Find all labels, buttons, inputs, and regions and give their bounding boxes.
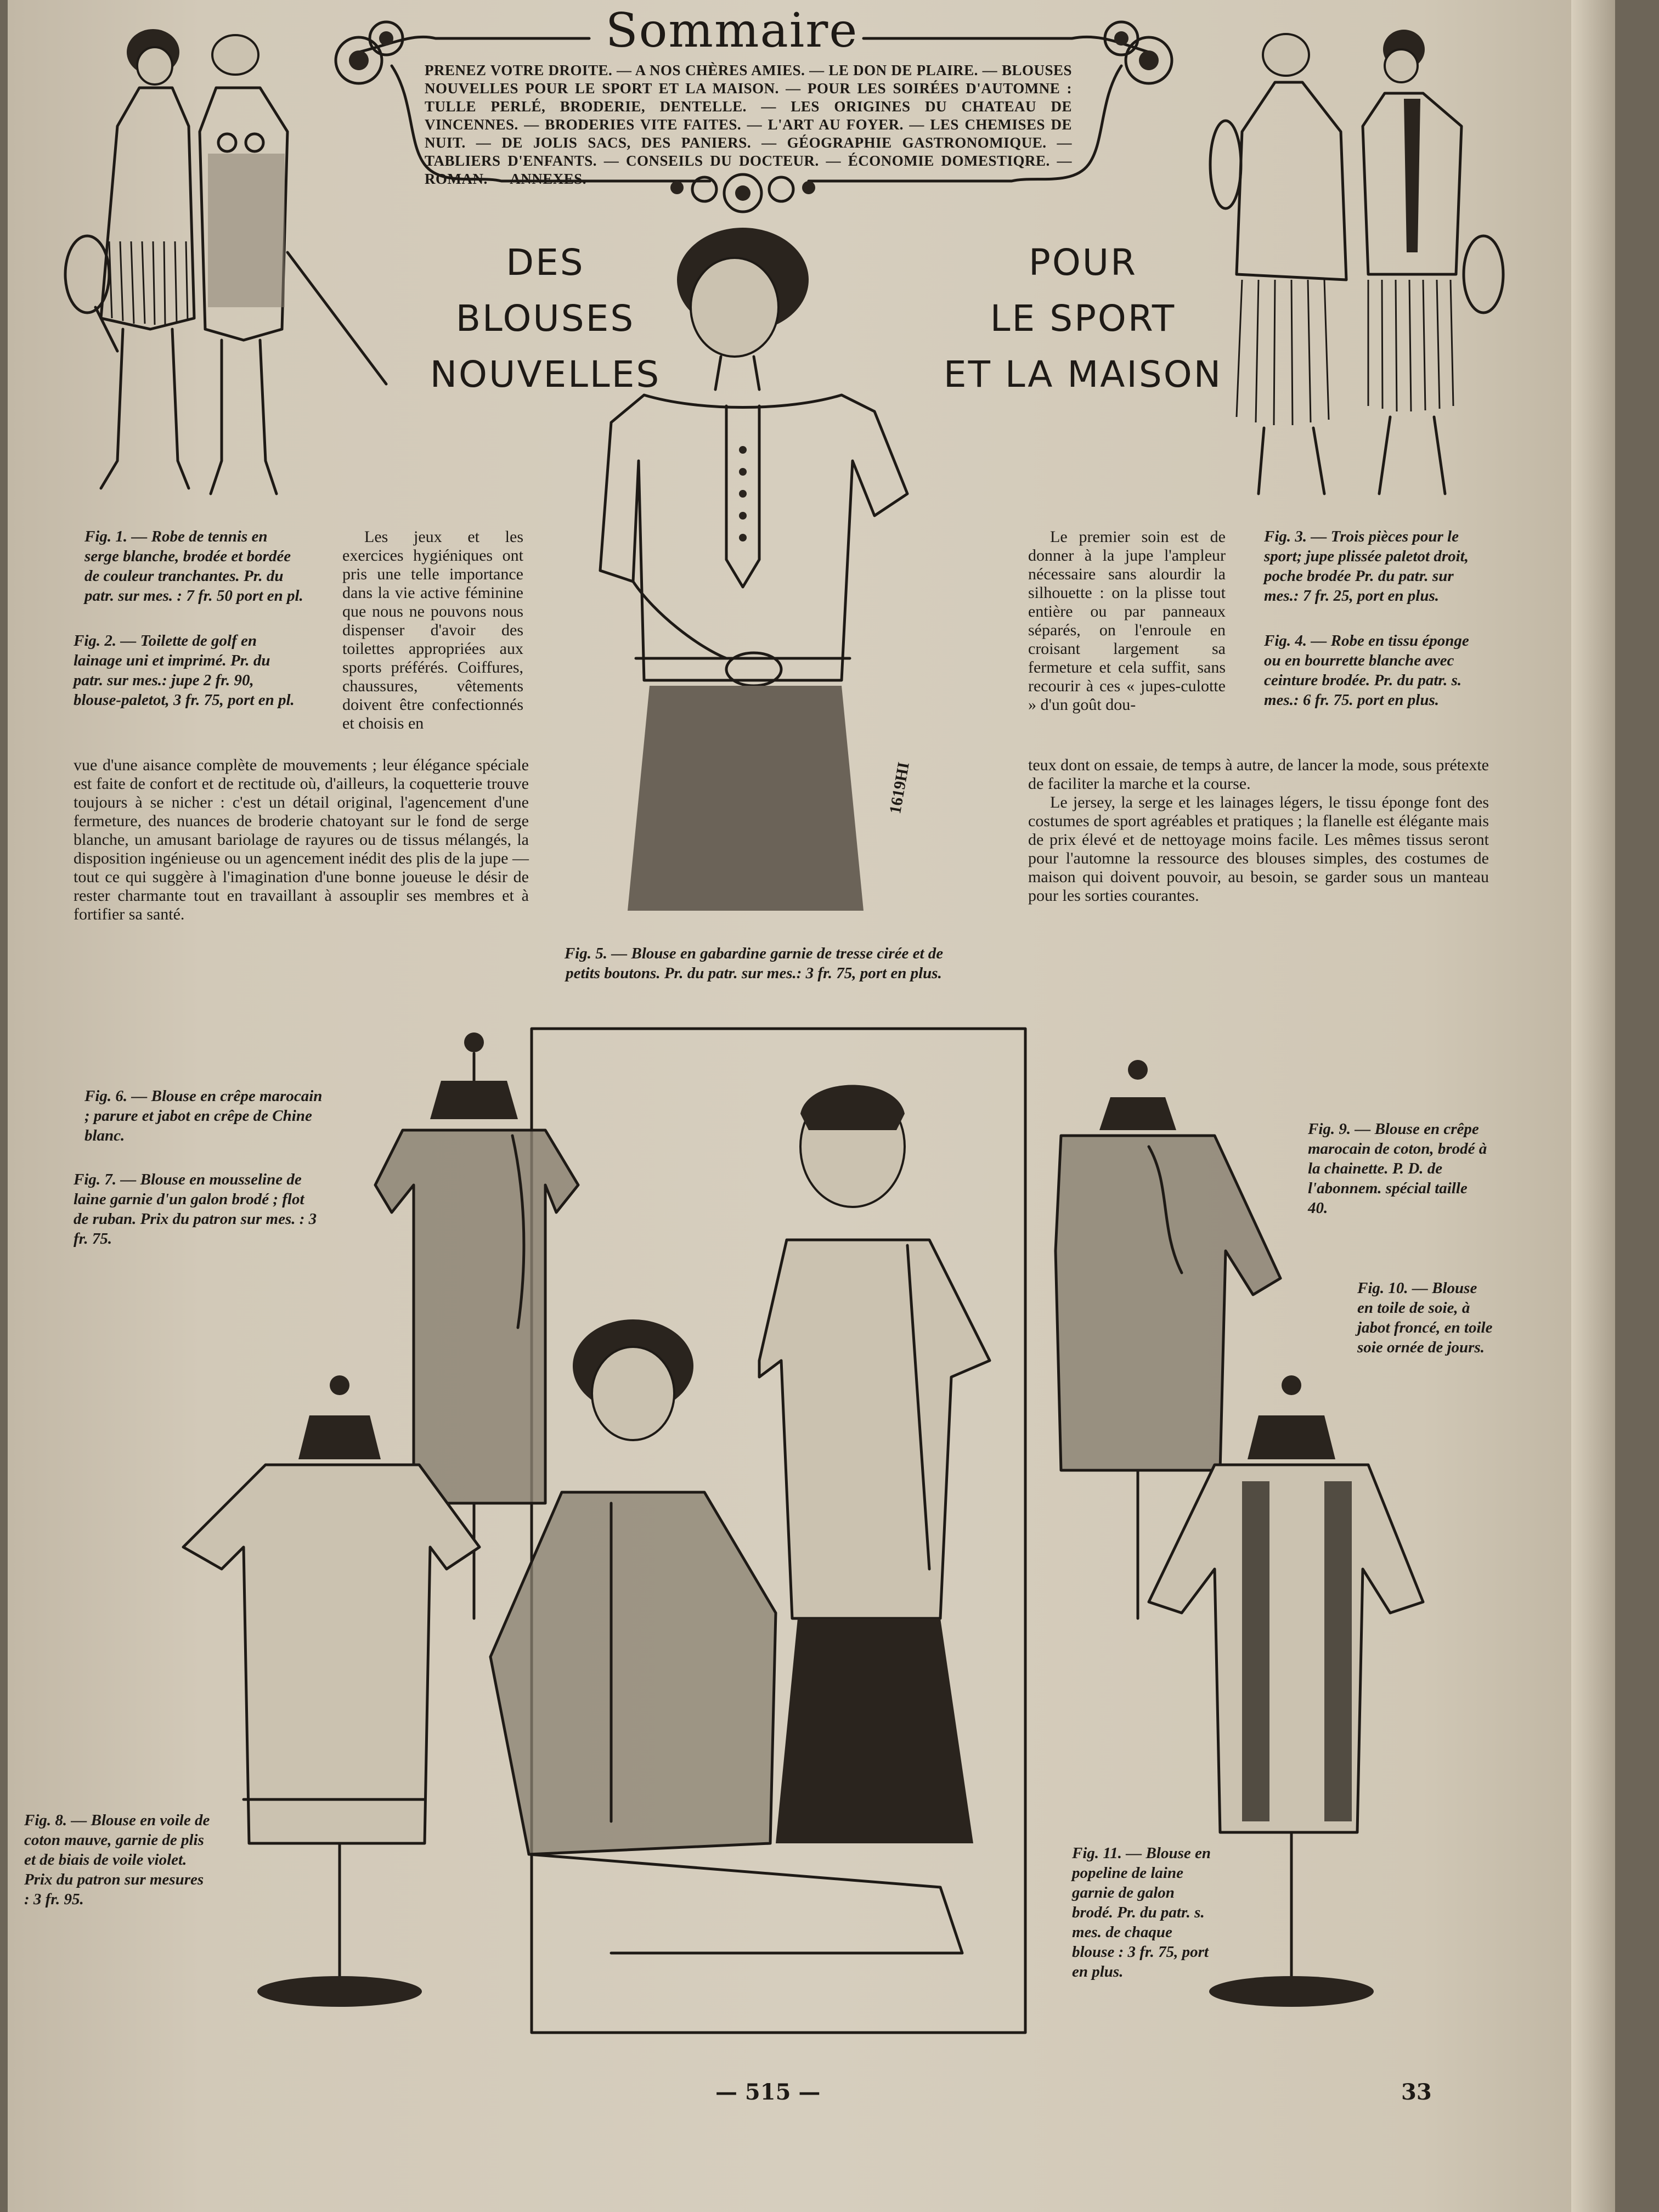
caption-fig-6: Fig. 6. — Blouse en crêpe marocain ; parure et jabot en crêpe de Chine blanc. <box>84 1087 323 1144</box>
page-number-center: — 515 — <box>715 2079 821 2105</box>
article-left-wide-text: vue d'une aisance complète de mouvements ; leur élégance spéciale est faite de confort et de rectitude où, d'ailleurs, la coquetterie trouve toujours à se nicher : c'est un détail original, l'agencement d'une fermeture, des nuances de broderie chatoyant sur le fond de serge blanche, un amusant bariolage de rayures ou de tissus mélangés, la disposition ingénieuse ou un agencement inédit des plis de la jupe — tout ce qui suggère à l'imagination d'une bonne joueuse le désir de rester charmante tout en travaillant à assouplir ses membres et à fortifier sa santé. <box>74 756 529 923</box>
article-left-column-text: Les jeux et les exercices hygiéniques ont pris une telle importance dans la vie active féminine que nous ne pouvons nous dispenser d'avoir des toilettes appropriées aux sports préférés. Coiffures, chaussures, vêtements doivent être confectionnés et choisis en <box>342 528 523 732</box>
caption-fig-9: Fig. 9. — Blouse en crêpe marocain de coton, brodé à la chainette. P. D. de l'abonnem. spécial taille 40. <box>1308 1120 1487 1217</box>
article-right-wide <box>1028 756 1489 905</box>
headline-left-line-1: DES <box>506 241 585 284</box>
headline-right-line-1: POUR <box>1029 241 1137 284</box>
article-left-column <box>342 528 523 733</box>
caption-fig-8: Fig. 8. — Blouse en voile de coton mauve, garnie de plis et de biais de voile violet. Prix du patron sur mesures : 3 fr. 95. <box>24 1812 210 1908</box>
caption-fig-2: Fig. 2. — Toilette de golf en lainage uni et imprimé. Pr. du patr. sur mes.: jupe 2 fr. 90, blouse-paletot, 3 fr. 75, port en pl. <box>74 632 295 709</box>
headline-right-line-2: LE SPORT <box>990 297 1176 340</box>
caption-fig-10: Fig. 10. — Blouse en toile de soie, à jabot froncé, en toile soie ornée de jours. <box>1357 1279 1493 1356</box>
sommaire-title: Sommaire <box>605 3 859 58</box>
caption-fig-11: Fig. 11. — Blouse en popeline de laine garnie de galon brodé. Pr. du patr. s. mes. de chaque blouse : 3 fr. 75, port en plus. <box>1072 1844 1211 1980</box>
magazine-page <box>8 0 1615 2212</box>
headline-right <box>935 235 1231 403</box>
caption-fig-1: Fig. 1. — Robe de tennis en serge blanche, brodée et bordée de couleur tranchantes. Pr. du patr. sur mes. : 7 fr. 50 port en pl. <box>84 528 303 605</box>
caption-fig-4: Fig. 4. — Robe en tissu éponge ou en bourrette blanche avec ceinture brodée. Pr. du patr. s. mes.: 6 fr. 75. port en plus. <box>1264 632 1469 709</box>
headline-left-line-3: NOUVELLES <box>430 353 661 396</box>
illustration-fig-1-2-tennis-golf <box>57 22 408 516</box>
illustration-fig-5-blouse <box>545 230 940 922</box>
illustration-fig-3-4-sport <box>1204 22 1511 516</box>
sommaire-contents: PRENEZ VOTRE DROITE. — A NOS CHÈRES AMIES. — LE DON DE PLAIRE. — BLOUSES NOUVELLES POUR LE SPORT ET LA MAISON. — POUR LES SOIRÉES D'AUTOMNE : TULLE PERLÉ, BRODERIE, DENTELLE. — LES ORIGINES DU CHATEAU DE VINCENNES. — BRODERIES VITE FAITES. — L'ART AU FOYER. — LES CHEMISES DE NUIT. — DE JOLIS SACS, DES PANIERS. — GÉOGRAPHIE GASTRONOMIQUE. — TABLIERS D'ENFANTS. — CONSEILS DU DOCTEUR. — ÉCONOMIE DOMESTIQRE. — ROMAN. — ANNEXES. <box>425 62 1072 187</box>
caption-fig-7: Fig. 7. — Blouse en mousseline de laine garnie d'un galon brodé ; flot de ruban. Prix du patron sur mes. : 3 fr. 75. <box>74 1171 317 1248</box>
caption-fig-3: Fig. 3. — Trois pièces pour le sport; jupe plissée paletot droit, poche brodée Pr. du patr. sur mes.: 7 fr. 25, port en plus. <box>1264 528 1469 605</box>
page-number-right: 33 <box>1401 2079 1432 2105</box>
headline-right-line-3: ET LA MAISON <box>943 353 1223 396</box>
headline-left-line-2: BLOUSES <box>455 297 635 340</box>
artist-signature: 1619HI <box>885 760 913 815</box>
article-left-wide <box>74 756 529 924</box>
article-right-column <box>1028 528 1226 714</box>
article-right-wide-text-2: Le jersey, la serge et les lainages légers, le tissu éponge font des costumes de sport agréables et pratiques ; la flanelle est élégante mais de prix élevé et de nettoyage moins facile. Les mêmes tissus seront pour l'automne la ressource des blouses simples, des costumes de maison qui doivent pouvoir, au besoin, se garder sous un manteau pour les sorties courantes. <box>1028 793 1489 905</box>
article-right-column-text: Le premier soin est de donner à la jupe l'ampleur nécessaire sans alourdir la silhouette : on la plisse tout entière ou par panneaux séparés, on l'enroule en croisant largement sa fermeture et cela suffit, sans recourir à ces « jupes-culotte » d'un goût dou- <box>1028 528 1226 714</box>
caption-fig-5: Fig. 5. — Blouse en gabardine garnie de tresse cirée et de petits boutons. Pr. du patr. sur mes.: 3 fr. 75, port en plus. <box>564 945 944 982</box>
article-right-wide-text-1: teux dont on essaie, de temps à autre, de lancer la mode, sous prétexte de faciliter la marche et la course. <box>1028 756 1489 793</box>
